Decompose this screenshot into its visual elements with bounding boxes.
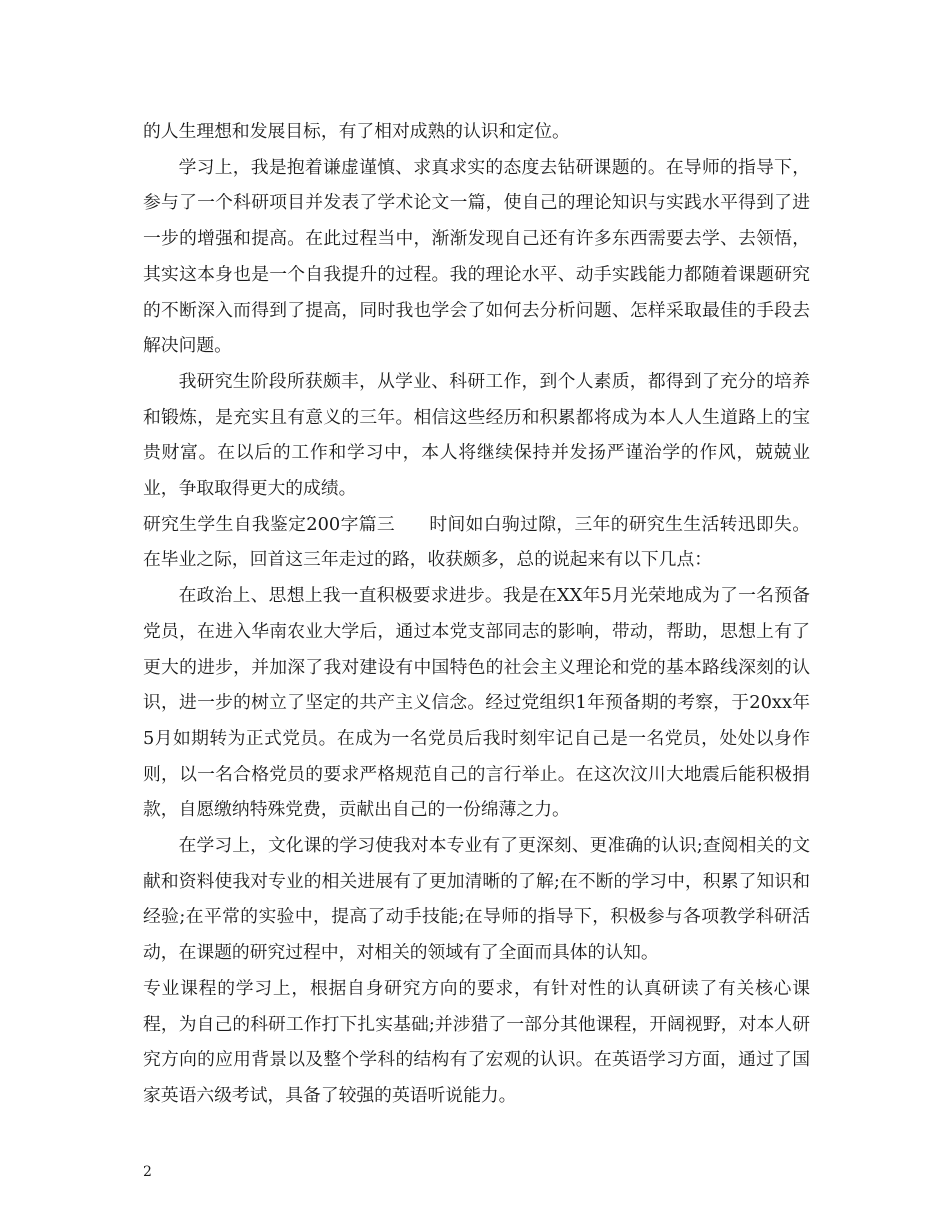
paragraph-5: 在学习上，文化课的学习使我对本专业有了更深刻、更准确的认识;查阅相关的文献和资料使我对专业的相关进展有了更加清晰的了解;在不断的学习中，积累了知识和经验;在平常的实验中，提高了动手技能;在导师的指导下，积极参与各项教学科研活动，在课题的研究过程中，对相关的领域有了全面而具体的认知。	[143, 835, 810, 964]
page-number: 2	[143, 1164, 152, 1180]
paragraph-4: 在政治上、思想上我一直积极要求进步。我是在XX年5月光荣地成为了一名预备党员，在进入华南农业大学后，通过本党支部同志的影响，带动，帮助，思想上有了更大的进步，并加深了我对建设有中国特色的社会主义理论和党的基本路线深刻的认识，进一步的树立了坚定的共产主义信念。经过党组织1年预备期的考察，于20xx年5月如期转为正式党员。在成为一名党员后我时刻牢记自己是一名党员，处处以身作则，以一名合格党员的要求严格规范自己的言行举止。在这次汶川大地震后能积极捐款，自愿缴纳特殊党费，贡献出自己的一份绵薄之力。	[143, 585, 810, 821]
paragraph-6: 专业课程的学习上，根据自身研究方向的要求，有针对性的认真研读了有关核心课程，为自己的科研工作打下扎实基础;并涉猎了一部分其他课程，开阔视野，对本人研究方向的应用背景以及整个学科的结构有了宏观的认识。在英语学习方面，通过了国家英语六级考试，具备了较强的英语听说能力。	[143, 977, 810, 1106]
section-heading: 研究生学生自我鉴定200字篇三	[143, 513, 395, 535]
paragraph-3: 我研究生阶段所获颇丰，从学业、科研工作，到个人素质，都得到了充分的培养和锻炼，是充实且有意义的三年。相信这些经历和积累都将成为本人人生道路上的宝贵财富。在以后的工作和学习中，本人将继续保持并发扬严谨治学的作风，兢兢业业，争取取得更大的成绩。	[143, 370, 810, 500]
section-paragraph	[143, 507, 810, 578]
document-body	[143, 114, 810, 1114]
section-intro-text: 时间如白驹过隙，三年的研究生生活转迅即失。在毕业之际，回首这三年走过的路，收获颇多，总的说起来有以下几点：	[143, 513, 810, 571]
paragraph-1: 的人生理想和发展目标，有了相对成熟的认识和定位。	[143, 121, 570, 142]
paragraph-2: 学习上，我是抱着谦虚谨慎、求真求实的态度去钻研课题的。在导师的指导下，参与了一个科研项目并发表了学术论文一篇，使自己的理论知识与实践水平得到了进一步的增强和提高。在此过程当中，渐渐发现自己还有许多东西需要去学、去领悟，其实这本身也是一个自我提升的过程。我的理论水平、动手实践能力都随着课题研究的不断深入而得到了提高，同时我也学会了如何去分析问题、怎样采取最佳的手段去解决问题。	[143, 156, 810, 357]
